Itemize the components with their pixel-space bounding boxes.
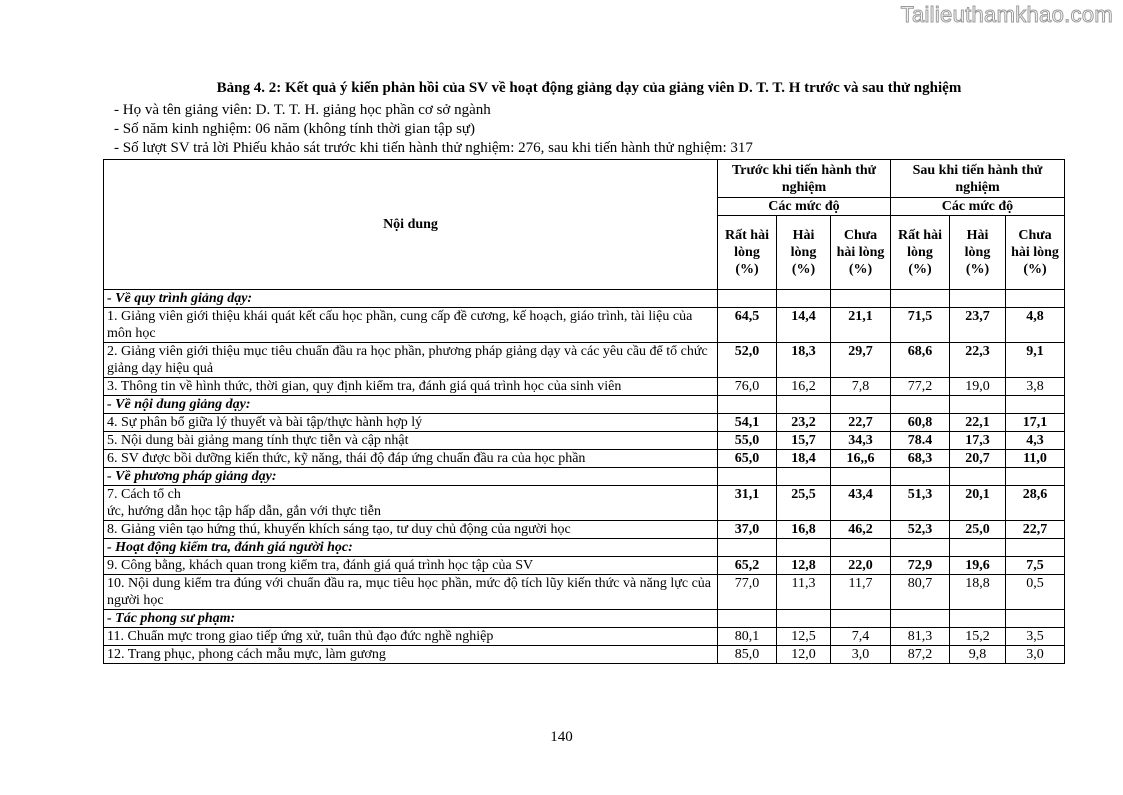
header-chua-hai-long-after: Chưa hài lòng (%) — [1006, 216, 1065, 290]
value-cell: 77,2 — [891, 378, 950, 396]
empty-cell — [950, 468, 1006, 486]
value-cell: 4,3 — [1006, 432, 1065, 450]
empty-cell — [831, 396, 891, 414]
empty-cell — [891, 290, 950, 308]
info-line-lecturer: - Họ và tên giảng viên: D. T. T. H. giảng học phần cơ sở ngành — [114, 102, 491, 118]
section-label: - Về quy trình giảng dạy: — [104, 290, 718, 308]
empty-cell — [777, 468, 831, 486]
empty-cell — [950, 610, 1006, 628]
value-cell: 17,1 — [1006, 414, 1065, 432]
row-label: 5. Nội dung bài giảng mang tính thực tiễn và cập nhật — [104, 432, 718, 450]
row-label: 12. Trang phục, phong cách mẫu mực, làm gương — [104, 646, 718, 664]
value-cell: 68,6 — [891, 343, 950, 378]
empty-cell — [831, 610, 891, 628]
empty-cell — [777, 539, 831, 557]
value-cell: 22,7 — [1006, 521, 1065, 539]
empty-cell — [718, 610, 777, 628]
value-cell: 17,3 — [950, 432, 1006, 450]
table-row — [104, 308, 1065, 343]
value-cell: 12,0 — [777, 646, 831, 664]
value-cell: 4,8 — [1006, 308, 1065, 343]
header-rat-hai-long-after: Rất hài lòng (%) — [891, 216, 950, 290]
value-cell: 31,1 — [718, 486, 777, 521]
empty-cell — [718, 290, 777, 308]
value-cell: 28,6 — [1006, 486, 1065, 521]
value-cell: 52,3 — [891, 521, 950, 539]
header-noi-dung: Nội dung — [104, 160, 718, 290]
table-row — [104, 575, 1065, 610]
header-chua-hai-long-before: Chưa hài lòng (%) — [831, 216, 891, 290]
value-cell: 15,2 — [950, 628, 1006, 646]
value-cell: 22,1 — [950, 414, 1006, 432]
value-cell: 12,8 — [777, 557, 831, 575]
value-cell: 7,8 — [831, 378, 891, 396]
value-cell: 81,3 — [891, 628, 950, 646]
value-cell: 0,5 — [1006, 575, 1065, 610]
value-cell: 3,0 — [1006, 646, 1065, 664]
value-cell: 11,3 — [777, 575, 831, 610]
value-cell: 3,8 — [1006, 378, 1065, 396]
section-label: - Hoạt động kiểm tra, đánh giá người học: — [104, 539, 718, 557]
value-cell: 11,7 — [831, 575, 891, 610]
empty-cell — [718, 468, 777, 486]
value-cell: 71,5 — [891, 308, 950, 343]
value-cell: 77,0 — [718, 575, 777, 610]
empty-cell — [777, 290, 831, 308]
empty-cell — [777, 396, 831, 414]
row-label: 6. SV được bồi dưỡng kiến thức, kỹ năng, thái độ đáp ứng chuẩn đầu ra của học phần — [104, 450, 718, 468]
value-cell: 19,0 — [950, 378, 1006, 396]
header-hai-long-after: Hài lòng (%) — [950, 216, 1006, 290]
empty-cell — [891, 539, 950, 557]
info-line-respondents: - Số lượt SV trả lời Phiếu khảo sát trước khi tiến hành thử nghiệm: 276, sau khi tiến hành thử nghiệm: 317 — [114, 140, 753, 156]
value-cell: 46,2 — [831, 521, 891, 539]
empty-cell — [718, 539, 777, 557]
row-label: 4. Sự phân bổ giữa lý thuyết và bài tập/thực hành hợp lý — [104, 414, 718, 432]
table-row — [104, 378, 1065, 396]
value-cell: 3,0 — [831, 646, 891, 664]
empty-cell — [1006, 290, 1065, 308]
value-cell: 85,0 — [718, 646, 777, 664]
value-cell: 18,8 — [950, 575, 1006, 610]
row-label: 2. Giảng viên giới thiệu mục tiêu chuẩn đầu ra học phần, phương pháp giảng dạy và các yêu cầu để tổ chức giảng dạy hiệu quả — [104, 343, 718, 378]
value-cell: 18,4 — [777, 450, 831, 468]
empty-cell — [777, 610, 831, 628]
section-label: - Về phương pháp giảng dạy: — [104, 468, 718, 486]
table-row — [104, 628, 1065, 646]
empty-cell — [1006, 468, 1065, 486]
value-cell: 25,0 — [950, 521, 1006, 539]
value-cell: 65,2 — [718, 557, 777, 575]
value-cell: 7,5 — [1006, 557, 1065, 575]
empty-cell — [891, 468, 950, 486]
empty-cell — [831, 290, 891, 308]
section-row — [104, 610, 1065, 628]
value-cell: 78.4 — [891, 432, 950, 450]
empty-cell — [831, 539, 891, 557]
table-row — [104, 521, 1065, 539]
value-cell: 60,8 — [891, 414, 950, 432]
value-cell: 72,9 — [891, 557, 950, 575]
value-cell: 9,8 — [950, 646, 1006, 664]
value-cell: 22,3 — [950, 343, 1006, 378]
value-cell: 37,0 — [718, 521, 777, 539]
watermark: Tailieuthamkhao.com — [900, 2, 1113, 27]
value-cell: 16,8 — [777, 521, 831, 539]
value-cell: 54,1 — [718, 414, 777, 432]
header-after: Sau khi tiến hành thử nghiệm — [891, 160, 1065, 198]
value-cell: 80,1 — [718, 628, 777, 646]
row-label: 8. Giảng viên tạo hứng thú, khuyến khích sáng tạo, tư duy chủ động của người học — [104, 521, 718, 539]
empty-cell — [1006, 539, 1065, 557]
section-row — [104, 290, 1065, 308]
section-label: - Tác phong sư phạm: — [104, 610, 718, 628]
row-label: 3. Thông tin về hình thức, thời gian, quy định kiểm tra, đánh giá quá trình học của sinh viên — [104, 378, 718, 396]
table-row — [104, 343, 1065, 378]
value-cell: 15,7 — [777, 432, 831, 450]
value-cell: 52,0 — [718, 343, 777, 378]
row-label: 7. Cách tổ ch ức, hướng dẫn học tập hấp dẫn, gắn với thực tiễn — [104, 486, 718, 521]
table-row — [104, 432, 1065, 450]
value-cell: 9,1 — [1006, 343, 1065, 378]
row-label: 11. Chuẩn mực trong giao tiếp ứng xử, tuân thủ đạo đức nghề nghiệp — [104, 628, 718, 646]
value-cell: 21,1 — [831, 308, 891, 343]
empty-cell — [1006, 610, 1065, 628]
value-cell: 20,1 — [950, 486, 1006, 521]
empty-cell — [891, 396, 950, 414]
value-cell: 16,2 — [777, 378, 831, 396]
page-number: 140 — [550, 729, 573, 745]
value-cell: 80,7 — [891, 575, 950, 610]
empty-cell — [950, 290, 1006, 308]
empty-cell — [1006, 396, 1065, 414]
value-cell: 22,0 — [831, 557, 891, 575]
empty-cell — [950, 396, 1006, 414]
value-cell: 3,5 — [1006, 628, 1065, 646]
empty-cell — [950, 539, 1006, 557]
value-cell: 18,3 — [777, 343, 831, 378]
value-cell: 7,4 — [831, 628, 891, 646]
header-muc-do-before: Các mức độ — [718, 198, 891, 216]
row-label: 1. Giảng viên giới thiệu khái quát kết cấu học phần, cung cấp đề cương, kế hoạch, giáo trình, tài liệu của môn học — [104, 308, 718, 343]
section-row — [104, 539, 1065, 557]
empty-cell — [718, 396, 777, 414]
value-cell: 43,4 — [831, 486, 891, 521]
value-cell: 64,5 — [718, 308, 777, 343]
value-cell: 65,0 — [718, 450, 777, 468]
row-label: 9. Công bằng, khách quan trong kiểm tra, đánh giá quá trình học tập của SV — [104, 557, 718, 575]
value-cell: 23,2 — [777, 414, 831, 432]
header-hai-long-before: Hài lòng (%) — [777, 216, 831, 290]
results-table — [103, 159, 1065, 664]
header-rat-hai-long-before: Rất hài lòng (%) — [718, 216, 777, 290]
table-caption: Bảng 4. 2: Kết quả ý kiến phản hồi của SV về hoạt động giảng dạy của giảng viên D. T. T. H trước và sau thử nghiệm — [216, 80, 962, 96]
value-cell: 68,3 — [891, 450, 950, 468]
table-row — [104, 646, 1065, 664]
value-cell: 14,4 — [777, 308, 831, 343]
value-cell: 34,3 — [831, 432, 891, 450]
value-cell: 11,0 — [1006, 450, 1065, 468]
value-cell: 51,3 — [891, 486, 950, 521]
value-cell: 87,2 — [891, 646, 950, 664]
header-before: Trước khi tiến hành thử nghiệm — [718, 160, 891, 198]
section-label: - Về nội dung giảng dạy: — [104, 396, 718, 414]
value-cell: 12,5 — [777, 628, 831, 646]
value-cell: 25,5 — [777, 486, 831, 521]
value-cell: 29,7 — [831, 343, 891, 378]
value-cell: 20,7 — [950, 450, 1006, 468]
section-row — [104, 396, 1065, 414]
value-cell: 19,6 — [950, 557, 1006, 575]
value-cell: 76,0 — [718, 378, 777, 396]
empty-cell — [891, 610, 950, 628]
value-cell: 16,,6 — [831, 450, 891, 468]
empty-cell — [831, 468, 891, 486]
value-cell: 22,7 — [831, 414, 891, 432]
table-row — [104, 450, 1065, 468]
table-row — [104, 486, 1065, 521]
row-label: 10. Nội dung kiểm tra đúng với chuẩn đầu ra, mục tiêu học phần, mức độ tích lũy kiến thức và năng lực của người học — [104, 575, 718, 610]
section-row — [104, 468, 1065, 486]
table-row — [104, 414, 1065, 432]
table-body — [104, 290, 1065, 664]
table-row — [104, 557, 1065, 575]
value-cell: 23,7 — [950, 308, 1006, 343]
header-muc-do-after: Các mức độ — [891, 198, 1065, 216]
info-line-experience: - Số năm kinh nghiệm: 06 năm (không tính thời gian tập sự) — [114, 121, 476, 137]
value-cell: 55,0 — [718, 432, 777, 450]
